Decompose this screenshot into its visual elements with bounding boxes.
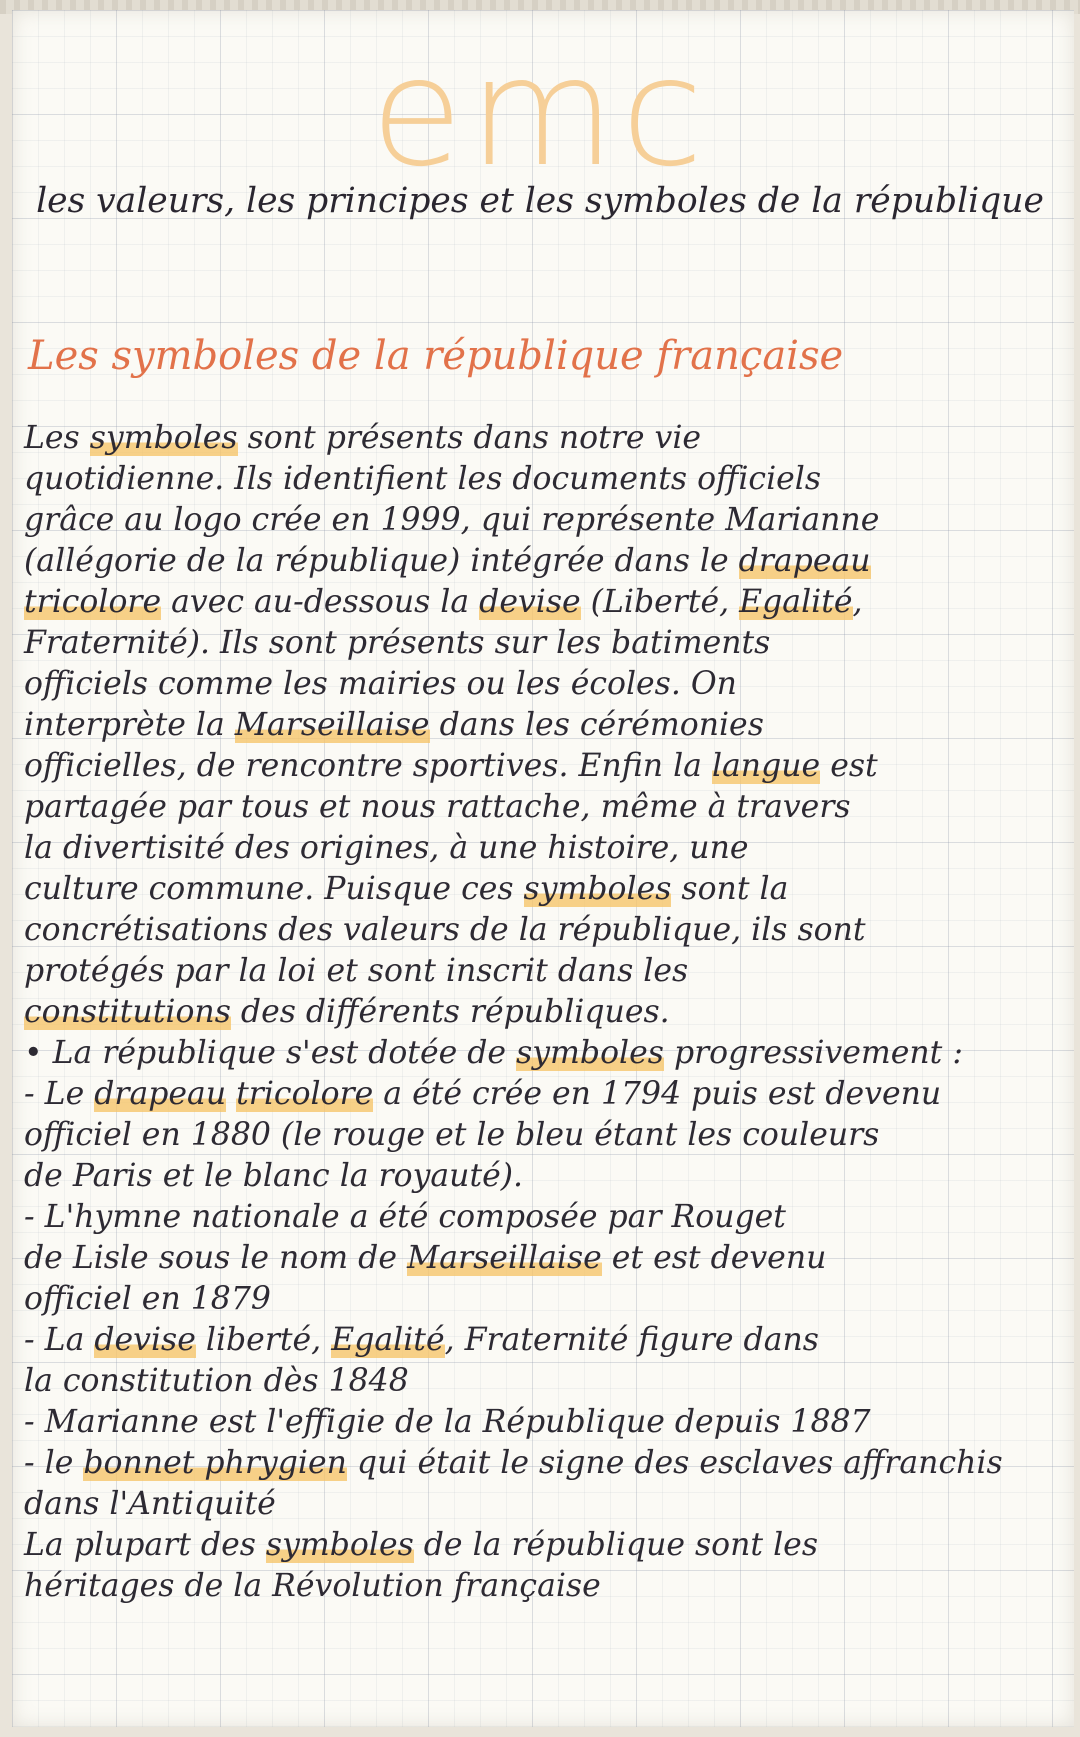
paragraph-line: interprète la Marseillaise dans les cérémonies <box>24 707 764 743</box>
paragraph-line: culture commune. Puisque ces symboles sont la <box>24 871 789 907</box>
list-intro: • La république s'est dotée de symboles progressivement : <box>24 1035 963 1071</box>
highlight-mark: symboles <box>523 871 672 907</box>
section-heading: Les symboles de la république française <box>28 333 844 379</box>
paragraph-line: Les symboles sont présents dans notre vie <box>24 420 702 456</box>
list-item-flag-line: de Paris et le blanc la royauté). <box>24 1158 524 1194</box>
highlight-mark: drapeau <box>738 543 871 579</box>
highlight-mark: Egalité <box>331 1322 445 1358</box>
highlight-mark: tricolore <box>236 1076 374 1112</box>
highlight-mark: Marseillaise <box>234 707 430 743</box>
list-item-motto-line: la constitution dès 1848 <box>24 1363 409 1399</box>
highlight-mark: drapeau <box>94 1076 227 1112</box>
paragraph-line: officiels comme les mairies ou les écoles. On <box>24 666 737 702</box>
page-title: emc <box>370 26 710 200</box>
list-item-motto-line: - La devise liberté, Egalité, Fraternité figure dans <box>24 1322 819 1358</box>
paragraph-line: tricolore avec au-dessous la devise (Liberté, Egalité, <box>24 584 863 620</box>
notes-body <box>24 418 1064 1607</box>
paragraph-line: grâce au logo crée en 1999, qui représente Marianne <box>24 502 880 538</box>
list-item-anthem-line: officiel en 1879 <box>24 1281 271 1317</box>
paragraph-line: la divertisité des origines, à une histoire, une <box>24 830 749 866</box>
list-item-flag-line: - Le drapeau tricolore a été crée en 1794 puis est devenu <box>24 1076 942 1112</box>
paragraph-line: constitutions des différents républiques. <box>24 994 670 1030</box>
paragraph-line: (allégorie de la république) intégrée dans le drapeau <box>24 543 871 579</box>
highlight-mark: tricolore <box>24 584 162 620</box>
highlight-mark: Egalité <box>739 584 853 620</box>
highlight-mark: constitutions <box>24 994 231 1030</box>
list-item-anthem-line: - L'hymne nationale a été composée par Rouget <box>24 1199 786 1235</box>
paragraph-line: protégés par la loi et sont inscrit dans les <box>24 953 689 989</box>
list-item-anthem-line: de Lisle sous le nom de Marseillaise et est devenu <box>24 1240 827 1276</box>
paragraph-line: concrétisations des valeurs de la république, ils sont <box>24 912 866 948</box>
highlight-mark: symboles <box>265 1527 414 1563</box>
highlight-mark: bonnet phrygien <box>83 1445 347 1481</box>
highlight-mark: symboles <box>516 1035 664 1071</box>
conclusion-line: La plupart des symboles de la république sont les <box>24 1527 818 1563</box>
list-item-flag-line: officiel en 1880 (le rouge et le bleu étant les couleurs <box>24 1117 880 1153</box>
conclusion-line: héritages de la Révolution française <box>24 1568 601 1604</box>
paragraph-line: quotidienne. Ils identifient les documents officiels <box>24 461 822 497</box>
highlight-mark: Marseillaise <box>406 1240 602 1276</box>
paragraph-line: Fraternité). Ils sont présents sur les batiments <box>24 625 771 661</box>
list-item-bonnet-line: - le bonnet phrygien qui était le signe des esclaves affranchis <box>24 1445 1003 1481</box>
main-heading: les valeurs, les principes et les symboles de la république <box>36 181 1044 221</box>
highlight-mark: devise <box>479 584 581 620</box>
highlight-mark: langue <box>711 748 821 784</box>
paragraph-line: partagée par tous et nous rattache, même à travers <box>24 789 851 825</box>
paragraph-line: officielles, de rencontre sportives. Enfin la langue est <box>24 748 878 784</box>
highlight-mark: symboles <box>89 420 238 456</box>
highlight-mark: devise <box>94 1322 196 1358</box>
list-item-marianne-line: - Marianne est l'effigie de la République depuis 1887 <box>24 1404 871 1440</box>
list-item-bonnet-line: dans l'Antiquité <box>24 1486 276 1522</box>
